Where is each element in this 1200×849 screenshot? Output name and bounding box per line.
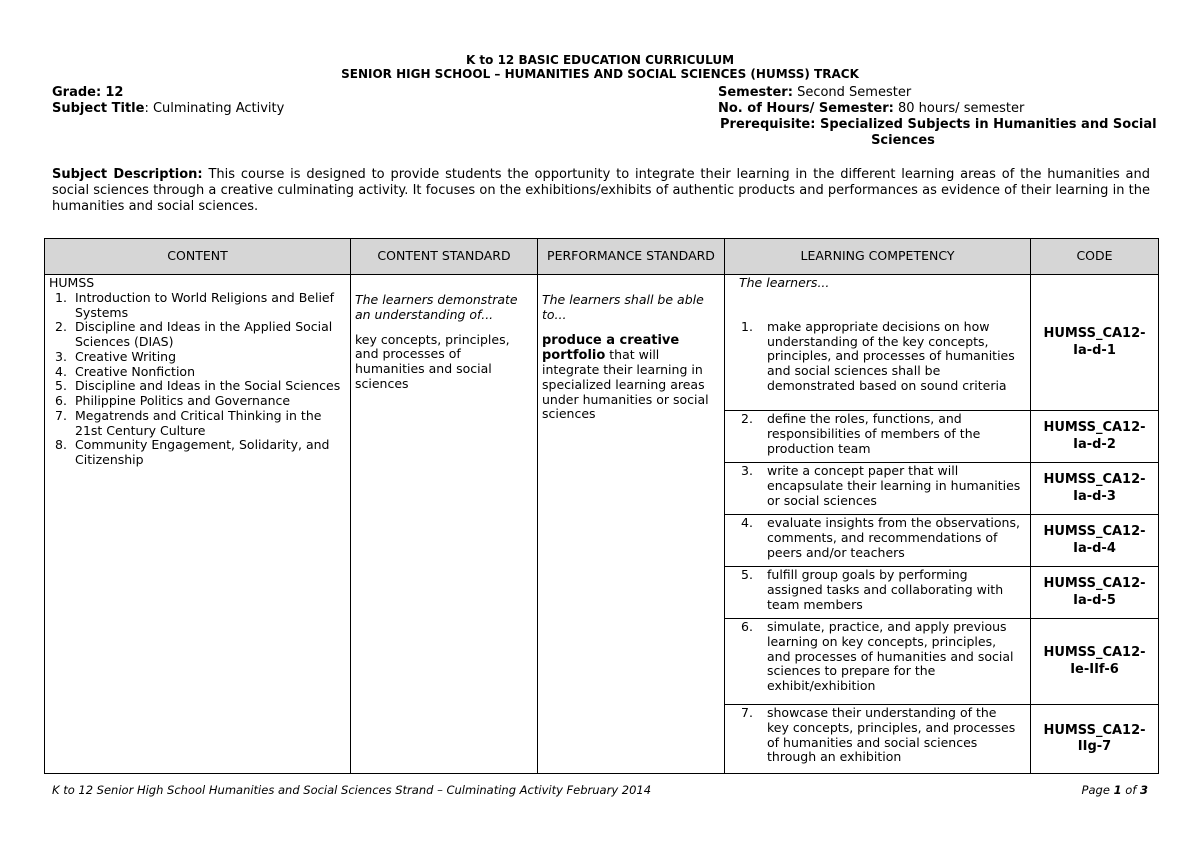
competency-text: evaluate insights from the observations, comments, and recommendations of peers and/or teachers	[767, 515, 1020, 560]
performance-standard-body	[542, 333, 720, 423]
list-item: 3. Creative Writing	[55, 348, 177, 364]
content-standard-body: key concepts, principles, and processes of humanities and social sciences	[355, 331, 510, 391]
prerequisite-label: Prerequisite:	[720, 117, 816, 132]
content-item-text: Philippine Politics and Governance	[75, 393, 291, 408]
footer-document-title: K to 12 Senior High School Humanities and Social Sciences Strand – Culminating Activity February 2014	[52, 783, 652, 797]
competency-num: 4.	[741, 515, 753, 530]
prerequisite-value-cont: Sciences	[871, 133, 935, 148]
code-cell: HUMSS_CA12-Ia-d-3	[1031, 463, 1159, 515]
code-cell: HUMSS_CA12-Ia-d-5	[1031, 567, 1159, 619]
description-label: Subject Description:	[52, 167, 203, 182]
semester-line	[718, 85, 1158, 101]
header-content: CONTENT	[45, 239, 351, 275]
competency-text: showcase their understanding of the key concepts, principles, and processes of humanities and social sciences through an exhibition	[767, 705, 1016, 765]
list-item: 4. Creative Nonfiction	[55, 363, 195, 379]
competency-num: 1.	[741, 318, 753, 334]
prerequisite-line	[718, 117, 1158, 133]
competency-cell	[725, 411, 1031, 463]
list-item: 8. Community Engagement, Solidarity, and Citizenship	[55, 437, 330, 467]
footer-page-number	[1082, 784, 1148, 798]
prerequisite-value: Specialized Subjects in Humanities and Social	[819, 117, 1157, 132]
code-cell: HUMSS_CA12-Ia-d-4	[1031, 515, 1159, 567]
content-item-text: Community Engagement, Solidarity, and Citizenship	[75, 437, 330, 467]
list-item: 5. Discipline and Ideas in the Social Sciences	[55, 378, 341, 394]
competency-num: 7.	[741, 705, 753, 720]
competency-item	[729, 464, 1026, 508]
competency-num: 6.	[741, 619, 753, 634]
competency-item	[729, 568, 1026, 612]
subject-description	[52, 167, 1150, 215]
content-standard-intro: The learners demonstrate an understanding of...	[355, 292, 518, 322]
content-item-text: Introduction to World Religions and Belief Systems	[75, 289, 335, 320]
curriculum-table	[44, 238, 1159, 774]
competency-item	[729, 706, 1026, 765]
performance-standard-intro: The learners shall be able to...	[542, 292, 704, 322]
list-item: 2. Discipline and Ideas in the Applied Social Sciences (DIAS)	[55, 319, 333, 349]
left-meta	[52, 85, 284, 117]
curriculum-title: K to 12 BASIC EDUCATION CURRICULUM	[465, 53, 735, 67]
grade-label: Grade:	[52, 85, 102, 100]
competency-text: fulfill group goals by performing assigned tasks and collaborating with team members	[767, 567, 1004, 612]
list-item: 1. Introduction to World Religions and Belief Systems	[55, 289, 335, 320]
content-heading: HUMSS	[49, 275, 95, 290]
competency-item	[729, 412, 1026, 456]
competency-cell	[725, 619, 1031, 705]
list-item: 6. Philippine Politics and Governance	[55, 393, 291, 408]
performance-standard-bold: produce a creative portfolio	[542, 332, 680, 363]
hours-label: No. of Hours/ Semester:	[718, 101, 894, 116]
content-item-text: Creative Writing	[75, 348, 177, 364]
content-item-text: Discipline and Ideas in the Applied Social Sciences (DIAS)	[75, 319, 333, 349]
competency-text: define the roles, functions, and responsibilities of members of the production team	[767, 411, 981, 456]
code-cell: HUMSS_CA12-Ie-IIf-6	[1031, 619, 1159, 705]
semester-label: Semester:	[718, 85, 793, 100]
competency-num: 2.	[741, 411, 753, 426]
competency-text: simulate, practice, and apply previous learning on key concepts, principles, and processes of humanities and social sciences to prepare for the exhibit/exhibition	[767, 619, 1014, 693]
header-content-standard: CONTENT STANDARD	[351, 239, 538, 275]
learners-intro: The learners...	[739, 275, 830, 290]
semester-value: Second Semester	[797, 85, 912, 100]
content-cell	[45, 275, 351, 774]
competency-text: make appropriate decisions on how understanding of the key concepts, principles, and processes of humanities and social sciences shall be demonstrated based on sound criteria	[767, 318, 1015, 393]
competency-cell	[725, 705, 1031, 774]
page-num: 1	[1113, 783, 1122, 797]
page-prefix: Page	[1081, 783, 1114, 797]
competency-item	[729, 620, 1026, 694]
competency-cell	[725, 275, 1031, 411]
content-item-text: Megatrends and Critical Thinking in the 21st Century Culture	[75, 407, 322, 438]
competency-cell	[725, 515, 1031, 567]
header-learning-competency: LEARNING COMPETENCY	[725, 239, 1031, 275]
content-list	[49, 291, 346, 468]
content-item-text: Discipline and Ideas in the Social Sciences	[75, 378, 341, 394]
code-cell: HUMSS_CA12-Ia-d-1	[1031, 275, 1159, 411]
code-cell: HUMSS_CA12-IIg-7	[1031, 705, 1159, 774]
subject-label: Subject Title	[52, 101, 145, 116]
competency-num: 3.	[741, 463, 753, 478]
performance-standard-cell	[538, 275, 725, 774]
right-meta	[718, 85, 1158, 149]
table-row	[45, 275, 1159, 411]
hours-line	[718, 101, 1158, 117]
competency-item	[729, 320, 1026, 394]
competency-text: write a concept paper that will encapsulate their learning in humanities or social sciences	[767, 463, 1021, 508]
competency-num: 5.	[741, 567, 753, 582]
table-header-row	[45, 239, 1159, 275]
page-mid: of	[1121, 783, 1140, 797]
subject-line	[52, 101, 284, 117]
content-standard-cell	[351, 275, 538, 774]
subject-value: : Culminating Activity	[144, 101, 285, 116]
track-title: SENIOR HIGH SCHOOL – HUMANITIES AND SOCIAL SCIENCES (HUMSS) TRACK	[341, 67, 859, 81]
grade-line	[52, 85, 284, 101]
competency-item	[729, 516, 1026, 560]
header-performance-standard: PERFORMANCE STANDARD	[538, 239, 725, 275]
description-text: This course is designed to provide students the opportunity to integrate their learning in the different learning areas of the humanities and social sciences through a creative culminating activity. It focuses on the exhibitions/exhibits of authentic products and performances as evidence of their learning in the humanities and social sciences.	[52, 167, 1150, 214]
header-code: CODE	[1031, 239, 1159, 275]
competency-cell	[725, 567, 1031, 619]
list-item: 7. Megatrends and Critical Thinking in the 21st Century Culture	[55, 407, 322, 438]
grade-value: 12	[105, 85, 124, 100]
page-total: 3	[1139, 783, 1148, 797]
code-cell: HUMSS_CA12-Ia-d-2	[1031, 411, 1159, 463]
competency-cell	[725, 463, 1031, 515]
hours-value: 80 hours/ semester	[897, 101, 1025, 116]
content-item-text: Creative Nonfiction	[75, 363, 195, 379]
performance-standard-rest: that will integrate their learning in specialized learning areas under humanities or social sciences	[542, 346, 709, 422]
